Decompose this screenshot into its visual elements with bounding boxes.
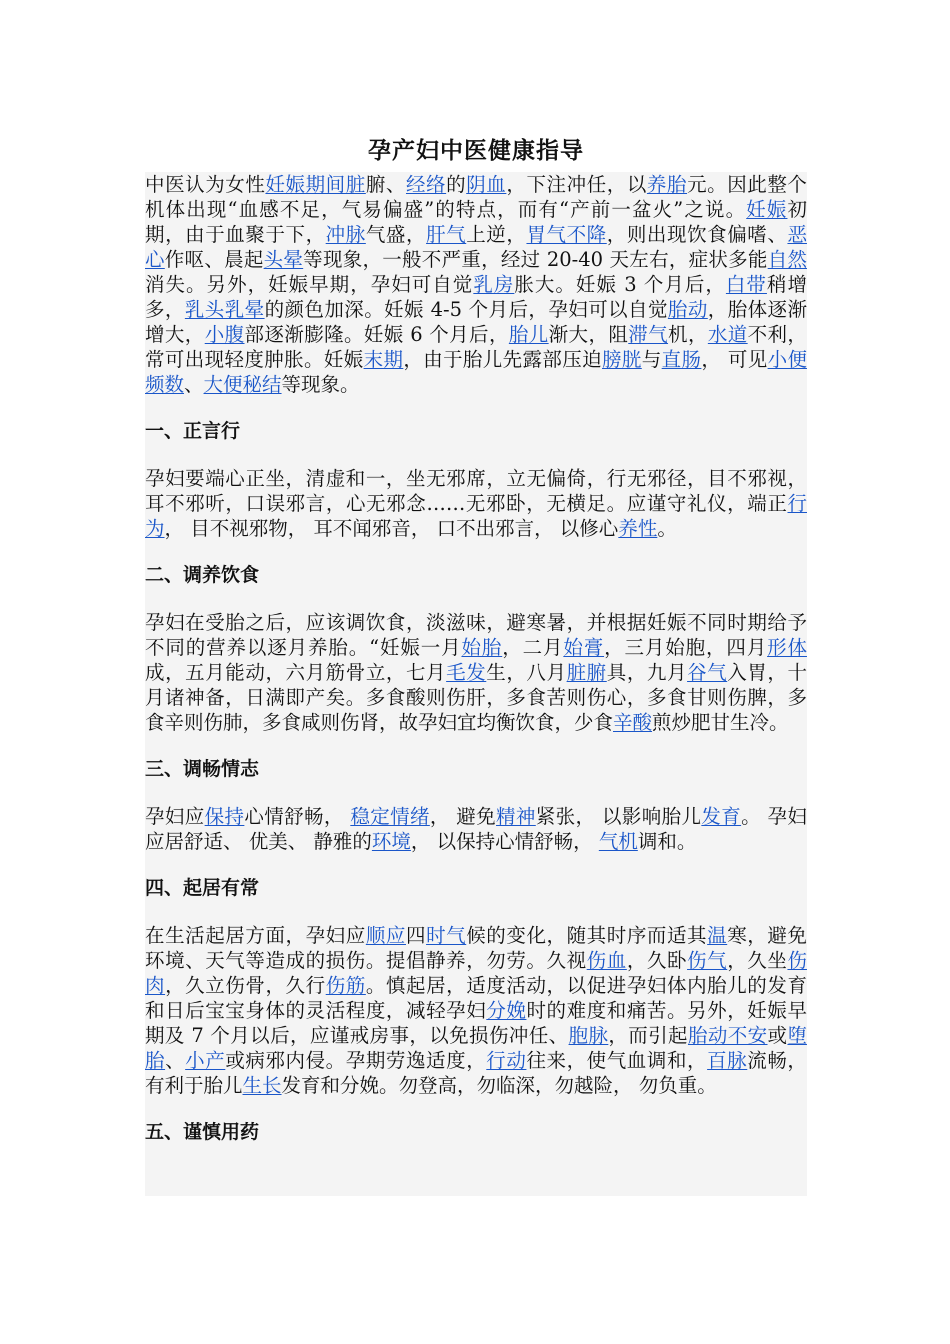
- term-link[interactable]: 谷气: [687, 661, 728, 684]
- text-run: ，久卧: [626, 949, 688, 972]
- term-link[interactable]: 胎动: [667, 298, 708, 321]
- term-link[interactable]: 乳头乳晕: [184, 298, 265, 321]
- term-link[interactable]: 分娩: [486, 999, 527, 1022]
- term-link[interactable]: 脏腑: [566, 661, 607, 684]
- text-run: 成，五月能动，六月筋骨立，七月: [145, 661, 447, 684]
- text-run: 流畅，有利于胎儿: [145, 1049, 807, 1097]
- text-run: 孕妇应: [145, 805, 205, 828]
- term-link[interactable]: 温: [707, 924, 728, 947]
- text-run: 元。因此整个机体出现“血感不足，气易偏盛”的特点，而有“产前一盆火”之说。: [145, 173, 807, 221]
- text-run: ，久立伤骨，久行: [165, 974, 326, 997]
- term-link[interactable]: 毛发: [446, 661, 487, 684]
- page-title: 孕产妇中医健康指导: [368, 138, 584, 164]
- term-link[interactable]: 百脉: [707, 1049, 748, 1072]
- term-link[interactable]: 大便秘结: [203, 373, 282, 396]
- term-link[interactable]: 肝气: [426, 223, 467, 246]
- text-run: 中医认为女性: [145, 173, 266, 196]
- sections-container: [145, 397, 807, 1145]
- term-link[interactable]: 水道: [707, 323, 748, 346]
- term-link[interactable]: 冲脉: [325, 223, 366, 246]
- text-run: 生，八月: [486, 661, 567, 684]
- text-run: 孕妇在受胎之后，应该调饮食，淡滋味，避寒暑，并根据妊娠不同时期给予不同的营养以逐月养胎。“妊娠一月: [145, 611, 807, 659]
- term-link[interactable]: 伤血: [586, 949, 627, 972]
- term-link[interactable]: 直肠: [661, 348, 702, 371]
- term-link[interactable]: 时气: [426, 924, 467, 947]
- text-run: 孕妇要端心正坐，清虚和一，坐无邪席，立无偏倚，行无邪径，目不邪视，耳不邪听，口误邪言，心无邪念……无邪卧，无横足。应谨守礼仪，端正: [145, 467, 807, 515]
- term-link[interactable]: 小产: [185, 1049, 226, 1072]
- term-link[interactable]: 始胎: [461, 636, 503, 659]
- text-run: 或: [767, 1024, 788, 1047]
- term-link[interactable]: 伤肉: [145, 949, 807, 997]
- term-link[interactable]: 保持: [204, 805, 245, 828]
- text-run: 具，九月: [606, 661, 688, 684]
- term-link[interactable]: 养性: [618, 517, 658, 540]
- text-run: ，胎体逐渐增大，: [145, 298, 807, 346]
- text-run: ，三月始胞，四月: [604, 636, 768, 659]
- text-run: 稍增多，: [145, 273, 807, 321]
- term-link[interactable]: 乳房: [473, 273, 515, 296]
- text-run: 。慎起居，适度活动，以促进孕妇体内胎儿的发育和日后宝宝身体的灵活程度，减轻孕妇: [145, 974, 807, 1022]
- text-run: ， 可见: [701, 348, 768, 371]
- term-link[interactable]: 妊娠: [746, 198, 788, 221]
- term-link[interactable]: 经络: [405, 173, 447, 196]
- text-run: ， 目不视邪物， 耳不闻邪音， 口不出邪言， 以修心: [164, 517, 619, 540]
- term-link[interactable]: 行动: [486, 1049, 527, 1072]
- term-link[interactable]: 伤筋: [325, 974, 366, 997]
- text-run: 气盛，: [365, 223, 427, 246]
- term-link[interactable]: 辛酸: [613, 711, 653, 734]
- text-run: ， 避免: [429, 805, 497, 828]
- term-link[interactable]: 小腹: [204, 323, 245, 346]
- text-run: 四: [405, 924, 427, 947]
- text-run: 的: [446, 173, 467, 196]
- text-run: 等现象，一般不严重，经过 20-40 天左右，症状多能: [303, 248, 768, 271]
- text-run: 时的难度和痛苦。另外，妊娠早期及 7 个月以后，应谨戒房事，以免损伤冲任、: [145, 999, 807, 1047]
- text-run: ，二月: [502, 636, 564, 659]
- section-heading: 五、谨慎用药: [145, 1121, 260, 1143]
- term-link[interactable]: 胞脉: [568, 1024, 609, 1047]
- text-run: 煎炒肥甘生冷。: [652, 711, 789, 734]
- term-link[interactable]: 生长: [242, 1074, 282, 1097]
- term-link[interactable]: 堕胎: [145, 1024, 807, 1072]
- text-run: 。: [657, 517, 677, 540]
- text-run: 等现象。: [281, 373, 360, 396]
- text-run: 消失。另外，妊娠早期，孕妇可自觉: [145, 273, 474, 296]
- text-run: 上逆，: [466, 223, 527, 246]
- term-link[interactable]: 小便频数: [145, 348, 807, 396]
- term-link[interactable]: 白带: [725, 273, 767, 296]
- text-run: ， 以保持心情舒畅，: [410, 830, 599, 853]
- text-run: ，下注冲任，以: [506, 173, 647, 196]
- text-run: 心情舒畅，: [244, 805, 351, 828]
- term-link[interactable]: 环境: [371, 830, 411, 853]
- text-run: 、: [184, 373, 204, 396]
- text-run: ，而引起: [608, 1024, 688, 1047]
- section-heading: 三、调畅情志: [145, 758, 260, 780]
- text-run: ，则出现饮食偏嗜、: [606, 223, 788, 246]
- term-link[interactable]: 阴血: [466, 173, 507, 196]
- term-link[interactable]: 稳定情绪: [350, 805, 430, 828]
- text-run: 机，: [668, 323, 708, 346]
- text-run: 发育和分娩。勿登高，勿临深，勿越险， 勿负重。: [281, 1074, 717, 1097]
- term-link[interactable]: 发育: [701, 805, 742, 828]
- section-paragraph: [145, 804, 807, 854]
- text-run: 初期，由于血聚于下，: [145, 198, 807, 246]
- text-run: 或病邪内侵。孕期劳逸适度，: [225, 1049, 487, 1072]
- text-run: ，久坐: [727, 949, 788, 972]
- text-run: 与: [641, 348, 662, 371]
- term-link[interactable]: 精神: [496, 805, 536, 828]
- text-run: 入胃，十月诸神备，日满即产矣。多食酸则伤肝，多食苦则伤心，多食甘则伤脾，多食辛则伤肺，多食咸则伤肾，故孕妇宜均衡饮食，少食: [145, 661, 807, 734]
- text-run: 紧张， 以影响胎儿: [535, 805, 702, 828]
- section-heading: 二、调养饮食: [145, 564, 260, 586]
- text-run: 腑、: [365, 173, 406, 196]
- text-run: 调和。: [637, 830, 697, 853]
- section-heading: 一、正言行: [145, 420, 241, 442]
- text-run: 作呕、晨起: [164, 248, 264, 271]
- text-run: ，由于胎儿先露部压迫: [403, 348, 603, 371]
- section-paragraph: [145, 466, 807, 541]
- term-link[interactable]: 膀胱: [602, 348, 642, 371]
- term-link[interactable]: 末期: [363, 348, 404, 371]
- text-run: 不利，常可出现轻度肿胀。妊娠: [145, 323, 807, 371]
- term-link[interactable]: 伤气: [687, 949, 728, 972]
- term-link[interactable]: 胃气不降: [526, 223, 607, 246]
- term-link[interactable]: 滞气: [628, 323, 669, 346]
- term-link[interactable]: 始膏: [563, 636, 605, 659]
- text-run: 胀大。妊娠 3 个月后，: [514, 273, 726, 296]
- term-link[interactable]: 顺应: [365, 924, 406, 947]
- term-link[interactable]: 妊娠期间脏: [265, 173, 366, 196]
- term-link[interactable]: 形体: [767, 636, 807, 659]
- text-run: 、: [165, 1049, 186, 1072]
- text-run: 。 孕妇应居舒适、 优美、 静雅的: [145, 805, 807, 853]
- section-paragraph: [145, 610, 807, 735]
- term-link[interactable]: 养胎: [646, 173, 688, 196]
- text-run: 部逐渐膨隆。妊娠 6 个月后，: [244, 323, 509, 346]
- text-run: 寒，避免环境、天气等造成的损伤。提倡静养，勿劳。久视: [145, 924, 807, 972]
- text-run: 渐大，阻: [548, 323, 629, 346]
- text-run: 在生活起居方面，孕妇应: [145, 924, 366, 947]
- text-run: 往来，使气血调和，: [526, 1049, 708, 1072]
- term-link[interactable]: 胎儿: [508, 323, 549, 346]
- term-link[interactable]: 恶心: [145, 223, 807, 271]
- term-link[interactable]: 头晕: [263, 248, 304, 271]
- term-link[interactable]: 胎动不安: [687, 1024, 768, 1047]
- article-body: [145, 172, 807, 1196]
- text-run: 的颜色加深。妊娠 4-5 个月后，孕妇可以自觉: [264, 298, 668, 321]
- section-heading: 四、起居有常: [145, 877, 260, 899]
- intro-paragraph: [145, 172, 807, 397]
- term-link[interactable]: 气机: [598, 830, 638, 853]
- term-link[interactable]: 行为: [145, 492, 807, 540]
- section-paragraph: [145, 923, 807, 1098]
- term-link[interactable]: 自然: [767, 248, 807, 271]
- text-run: 候的变化，随其时序而适其: [466, 924, 708, 947]
